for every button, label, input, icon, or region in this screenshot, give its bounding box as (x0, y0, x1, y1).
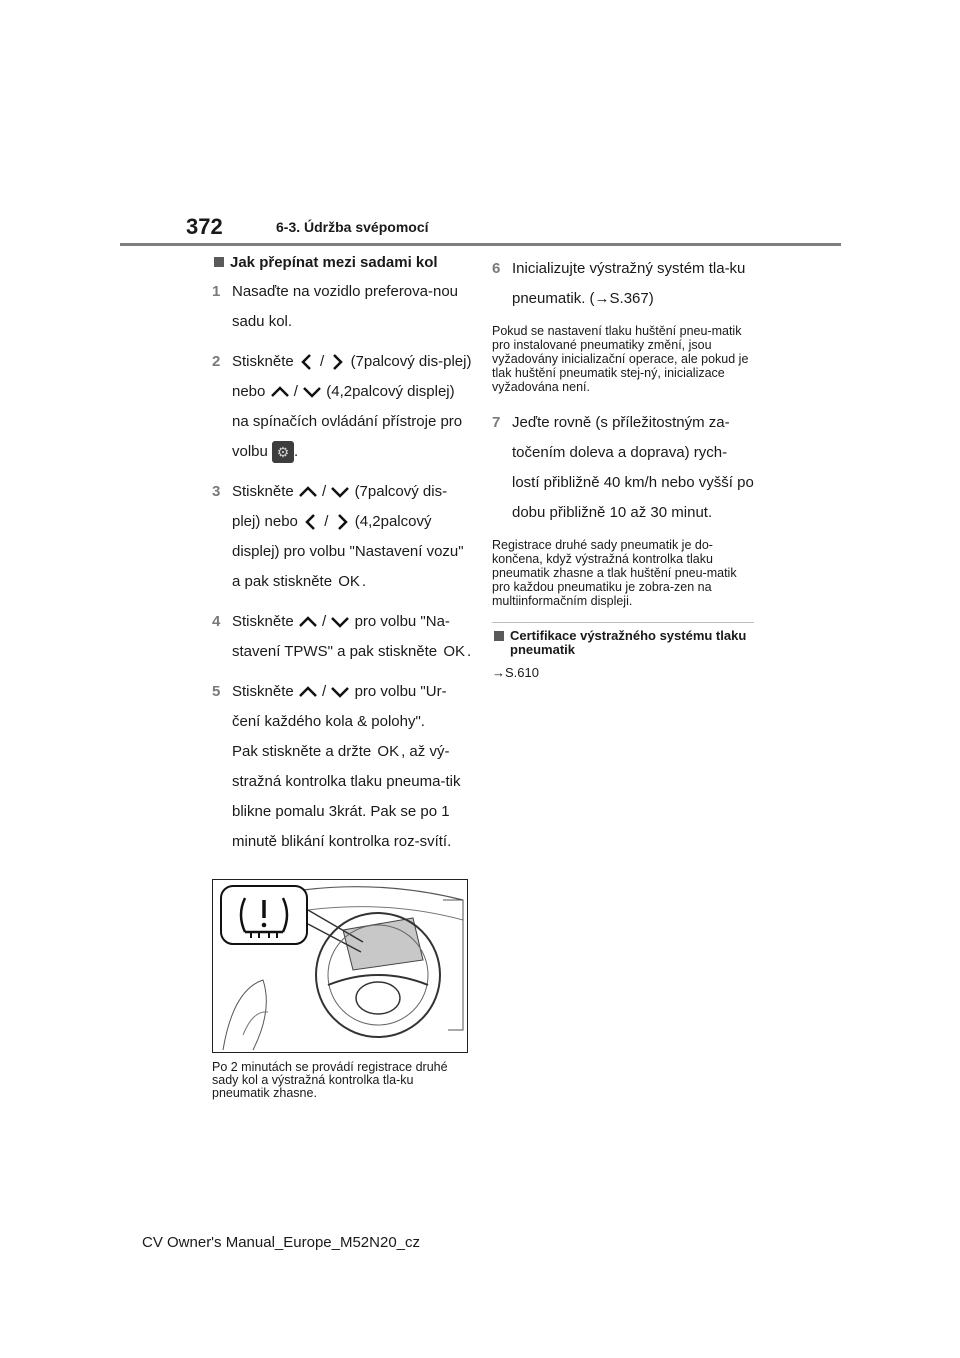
step-3 (212, 477, 472, 597)
illustration-caption: Po 2 minutách se provádí registrace druhé sady kol a výstražná kontrolka tla-ku pneumatik zhasne. (212, 1060, 448, 1100)
step-text: Nasaďte na vozidlo preferova-nou sadu kol. (232, 283, 459, 330)
header-rule (120, 243, 841, 246)
square-bullet-icon (214, 257, 224, 267)
subheading-text: Certifikace výstražného systému tlaku pneumatik (510, 628, 747, 657)
step-number: 6 (492, 260, 501, 277)
chevron-down-icon (330, 685, 350, 699)
step-text (232, 347, 472, 467)
footer-text: CV Owner's Manual_Europe_M52N20_cz (142, 1234, 421, 1251)
slash: / (324, 513, 329, 530)
step-text (232, 677, 472, 857)
step-text-part: Stiskněte (232, 483, 294, 500)
slash: / (322, 613, 327, 630)
right-column (492, 254, 754, 680)
step-text-part: (4,2palcový displej) na spínačích ovládání přístroje pro volbu (232, 383, 463, 460)
step-number: 7 (492, 414, 501, 431)
step-text-part: pro volbu "Ur-čení každého kola & polohy". (232, 683, 447, 730)
chevron-up-icon (298, 685, 318, 699)
step-text (232, 607, 472, 667)
chevron-down-icon (330, 615, 350, 629)
slash: / (322, 483, 327, 500)
step-text-part: . (294, 443, 299, 460)
step-text-part: . (467, 643, 472, 660)
note-paragraph: Pokud se nastavení tlaku huštění pneu-matik pro instalované pneumatiky změní, jsou vyžadovány inicializační operace, ale pokud je tlak huštění pneumatik stej-ný, inicializace vyžadována není. (492, 324, 749, 394)
slash: / (293, 383, 298, 400)
chevron-down-icon (330, 485, 350, 499)
dashboard-illustration (212, 879, 468, 1053)
step-number: 5 (212, 683, 221, 700)
step-text-part: (7palcový dis-plej) nebo (232, 353, 472, 400)
step-5 (212, 677, 472, 857)
chevron-left-icon (298, 353, 316, 371)
step-4 (212, 607, 472, 667)
step-text-part: , až vý-stražná kontrolka tlaku pneuma-tik blikne pomalu 3krát. Pak se po 1 minutě blikání kontrolka roz-svítí. (232, 743, 461, 850)
settings-gear-icon: ⚙ (272, 441, 294, 463)
step-text-part: (7palcový dis-plej) nebo (232, 483, 448, 530)
step-number: 4 (212, 613, 221, 630)
note-paragraph: Registrace druhé sady pneumatik je do-končena, když výstražná kontrolka tlaku pneumatik zhasne a tlak huštění pneu-matik pro každou pneumatiku je zobra-zen na multiinformačním displeji. (492, 538, 737, 608)
heading-text: Jak přepínat mezi sadami kol (230, 254, 438, 271)
step-text: Jeďte rovně (s příležitostným za-točením doleva a doprava) rych-lostí přibližně 40 km/h nebo vyšší po dobu přibližně 10 až 30 minut. (512, 414, 754, 521)
chevron-up-icon (298, 615, 318, 629)
step-7 (492, 408, 754, 528)
section-divider (492, 622, 754, 623)
step-2 (212, 347, 472, 467)
chevron-left-icon (302, 513, 320, 531)
square-bullet-icon (494, 631, 504, 641)
chevron-right-icon (333, 513, 351, 531)
step-number: 2 (212, 353, 221, 370)
chevron-up-icon (270, 385, 290, 399)
page-reference-link[interactable]: →S.610 (492, 665, 539, 680)
chevron-down-icon (302, 385, 322, 399)
chevron-up-icon (298, 485, 318, 499)
step-6 (492, 254, 754, 314)
step-1 (212, 277, 472, 337)
wheel-set-heading (212, 254, 472, 271)
step-number: 3 (212, 483, 221, 500)
chevron-right-icon (328, 353, 346, 371)
ok-button-icon: OK (338, 573, 360, 590)
slash: / (322, 683, 327, 700)
steering-wheel-tpms-illustration (213, 880, 467, 1052)
step-text (232, 477, 472, 597)
step-text: Inicializujte výstražný systém tla-ku pneumatik. (→S.367) (512, 260, 746, 307)
step-text-part: pro volbu "Na-stavení TPWS" a pak stiskněte (232, 613, 450, 660)
page-number: 372 (186, 214, 223, 239)
step-text-part: . (361, 573, 367, 590)
ok-button-icon: OK (377, 743, 400, 760)
step-text-part: Stiskněte (232, 683, 294, 700)
slash: / (320, 353, 325, 370)
step-number: 1 (212, 283, 221, 300)
section-title: 6-3. Údržba svépomocí (276, 219, 429, 235)
step-text-part: Stiskněte (232, 353, 294, 370)
certification-subheading (492, 629, 754, 657)
step-text-part: (4,2palcový displej) pro volbu "Nastavení vozu" a pak stiskněte (232, 513, 464, 590)
ok-button-icon: OK (443, 643, 465, 660)
left-column (212, 254, 472, 1100)
step-text-part: Pak stiskněte a držte (232, 743, 372, 760)
step-text-part: Stiskněte (232, 613, 294, 630)
